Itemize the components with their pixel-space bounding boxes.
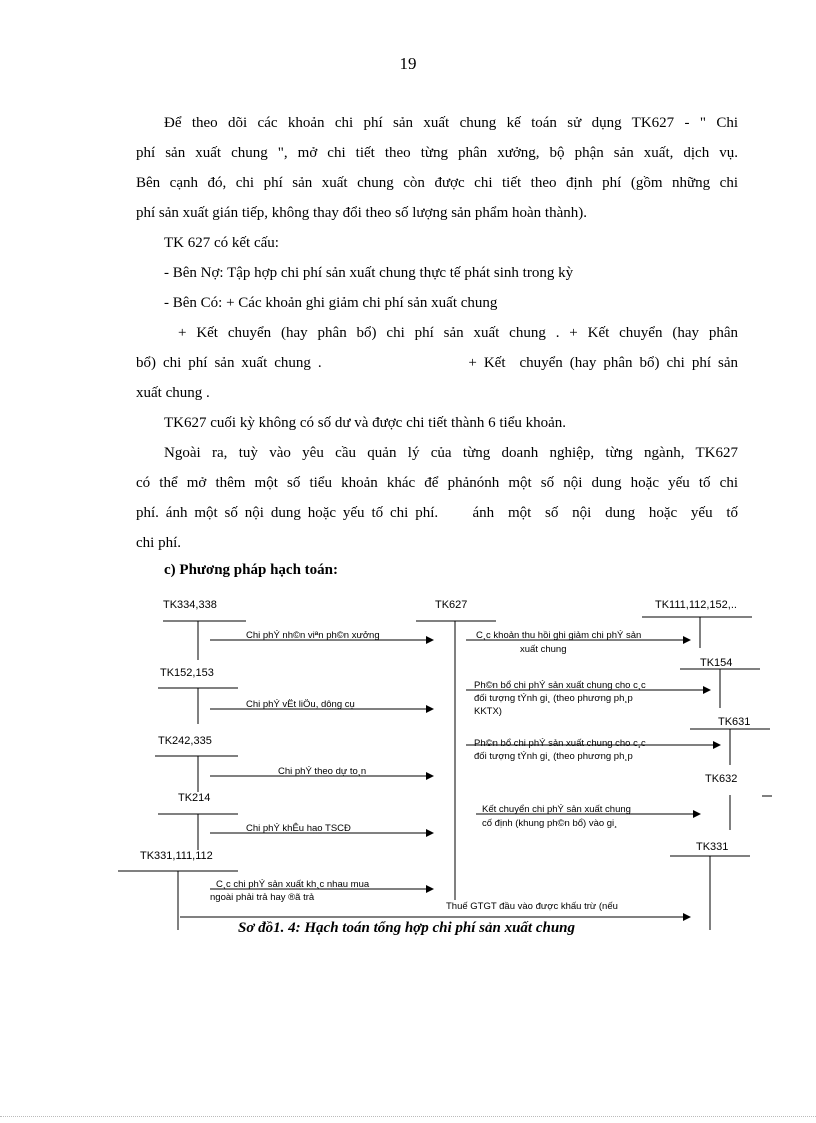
tk152-label: TK152,153 bbox=[160, 667, 214, 679]
paragraph-tk627-usage bbox=[136, 108, 738, 228]
label-allocation-kktx-2: đối tượng tÝnh gi¸ (theo phương ph¸p bbox=[474, 693, 633, 704]
paragraph-debit-side: - Bên Nợ: Tập hợp chi phí sản xuất chung thực tế phát sinh trong kỳ bbox=[164, 265, 574, 281]
tk242-label: TK242,335 bbox=[158, 735, 212, 747]
label-estimate: Chi phÝ theo dự to¸n bbox=[278, 766, 367, 777]
label-vat: Thuế GTGT đầu vào được khấu trừ (nếu bbox=[446, 901, 618, 912]
label-allocation-2: đối tượng tÝnh gi¸ (theo phương ph¸p bbox=[474, 751, 633, 762]
text-line: có thể mở thêm một số tiểu khoản khác để phảnónh một số nội dung hoặc yếu tố chi bbox=[136, 475, 738, 491]
text-line: Bên cạnh đó, chi phí sản xuất chung còn được chi tiết theo định phí (gồm những chi bbox=[136, 175, 738, 191]
text-line: + Kết chuyển (hay phân bổ) chi phí sản xuất chung . + Kết chuyển (hay phân bbox=[178, 325, 738, 341]
label-allocation-kktx-3: KKTX) bbox=[474, 706, 502, 717]
tk331-right-label: TK331 bbox=[696, 841, 729, 853]
text-line: xuất chung . bbox=[136, 385, 210, 401]
tk111-label: TK111,112,152,.. bbox=[655, 599, 737, 611]
label-allocation-kktx-1: Ph©n bổ chi phÝ sản xuất chung cho c¸c bbox=[474, 680, 646, 691]
text-line: Ngoài ra, tuỳ vào yêu cầu quản lý của từng doanh nghiệp, từng ngành, TK627 bbox=[164, 445, 738, 461]
text-line: chi phí. bbox=[136, 535, 181, 551]
label-depreciation: Chi phÝ khÊu hao TSCĐ bbox=[246, 823, 351, 834]
label-reductions-1: C¸c khoản thu hồi ghi giảm chi phÝ sản bbox=[476, 630, 642, 641]
diagram-caption: Sơ đồ1. 4: Hạch toán tổng hợp chi phí sản xuất chung bbox=[238, 920, 576, 936]
tk154-label: TK154 bbox=[700, 657, 733, 669]
tk627-label: TK627 bbox=[435, 599, 468, 611]
text-line: phí sản xuất gián tiếp, không thay đổi theo số lượng sản phẩm hoàn thành). bbox=[136, 205, 587, 221]
label-fixed-transfer-1: Kết chuyển chi phÝ sản xuất chung bbox=[482, 804, 631, 815]
text-line: phí. ánh một số nội dung hoặc yếu tố chi phí. ánh một số nội dung hoặc yếu tố bbox=[136, 505, 738, 521]
label-reductions-2: xuất chung bbox=[520, 644, 567, 655]
text-line: Để theo dõi các khoản chi phí sản xuất chung kế toán sử dụng TK627 - " Chi bbox=[164, 115, 738, 131]
label-allocation-1: Ph©n bổ chi phÝ sản xuất chung cho c¸c bbox=[474, 738, 646, 749]
paragraph-structure: TK 627 có kết cấu: bbox=[164, 235, 279, 251]
label-fixed-transfer-2: cố định (khung ph©n bổ) vào gi¸ bbox=[482, 818, 618, 829]
label-other-costs-1: C¸c chi phÝ sản xuất kh¸c nhau mua bbox=[216, 879, 370, 890]
label-other-costs-2: ngoài phải trả hay ®ã trả bbox=[210, 892, 315, 903]
text-line: phí sản xuất chung ", mở chi tiết theo từng phân xưởng, bộ phận sản xuất, dịch vụ. bbox=[136, 145, 738, 161]
page-number: 19 bbox=[399, 54, 417, 73]
tk331-left-label: TK331,111,112 bbox=[140, 850, 213, 862]
accounting-diagram bbox=[0, 590, 816, 930]
label-labor: Chi phÝ nh©n viªn ph©n xưởng bbox=[246, 630, 380, 641]
paragraph-additional bbox=[136, 438, 738, 558]
section-heading: c) Phương pháp hạch toán: bbox=[164, 562, 339, 578]
page-bottom-border bbox=[0, 1116, 816, 1117]
tk632-label: TK632 bbox=[705, 773, 738, 785]
tk214-label: TK214 bbox=[178, 792, 211, 804]
paragraph-transfers bbox=[136, 318, 738, 408]
text-line: bổ) chi phí sản xuất chung . + Kết chuyển (hay phân bổ) chi phí sản bbox=[136, 355, 738, 371]
paragraph-credit-side: - Bên Có: + Các khoản ghi giảm chi phí sản xuất chung bbox=[164, 295, 498, 311]
paragraph-sub-accounts: TK627 cuối kỳ không có số dư và được chi tiết thành 6 tiểu khoản. bbox=[164, 415, 567, 431]
tk631-label: TK631 bbox=[718, 716, 751, 728]
label-materials: Chi phÝ vËt liÖu, dông cụ bbox=[246, 699, 355, 710]
tk334-label: TK334,338 bbox=[163, 599, 217, 611]
